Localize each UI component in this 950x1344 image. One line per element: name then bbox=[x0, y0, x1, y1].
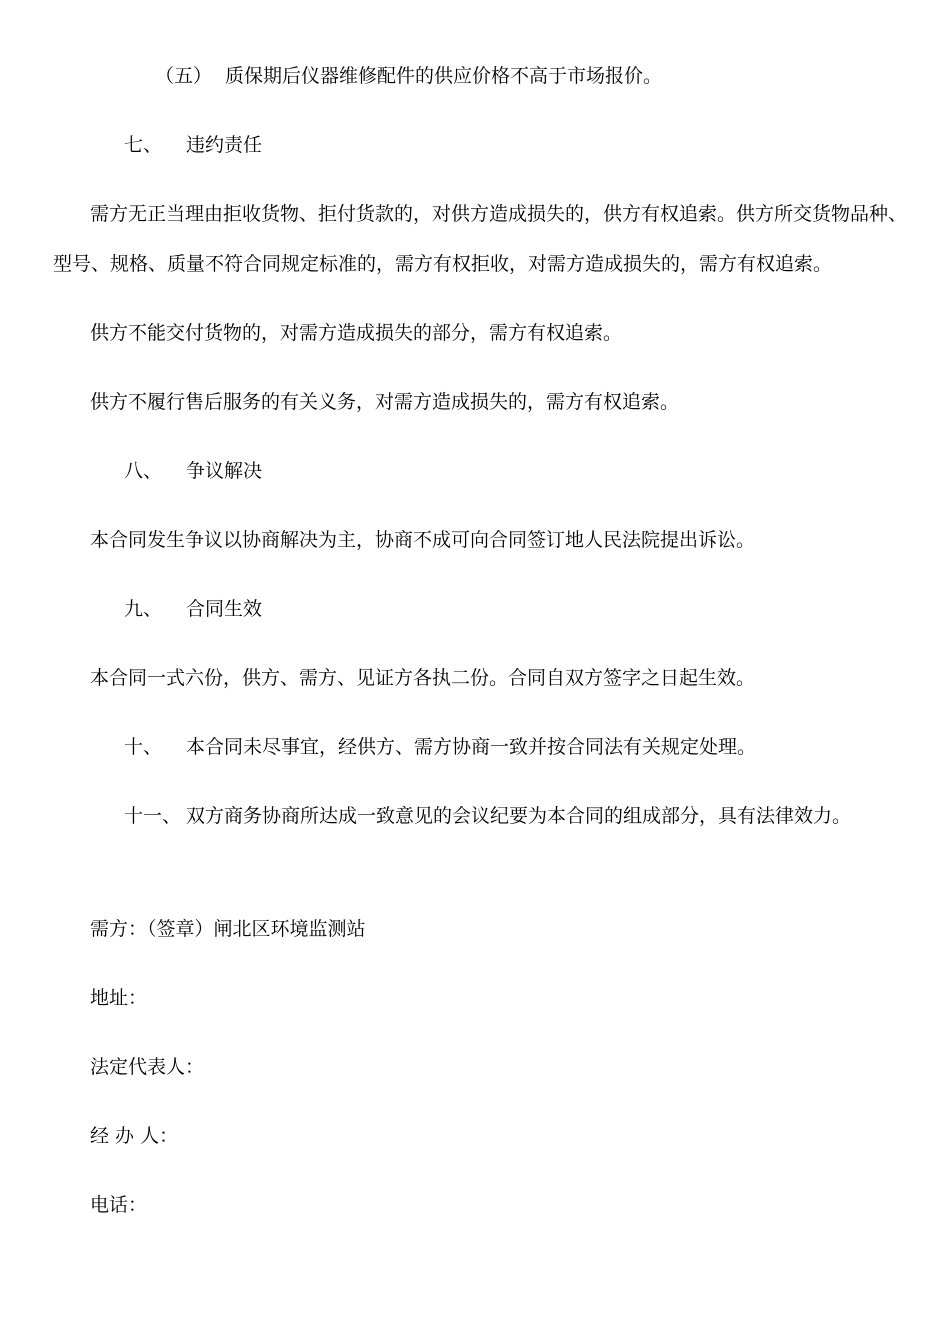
section-10 bbox=[124, 735, 756, 759]
clause-item-5 bbox=[155, 64, 662, 88]
item-text: 质保期后仪器维修配件的供应价格不高于市场报价。 bbox=[225, 65, 663, 87]
item-number: （五） bbox=[155, 65, 213, 87]
handler-label: 经 办 人： bbox=[90, 1125, 179, 1147]
legal-representative-label: 法定代表人： bbox=[90, 1056, 205, 1078]
section-heading-8 bbox=[124, 459, 262, 483]
phone-label: 电话： bbox=[90, 1194, 148, 1216]
section-number: 九、 bbox=[124, 598, 163, 620]
section-title: 违约责任 bbox=[186, 134, 263, 156]
section-heading-7 bbox=[124, 133, 262, 157]
section-number: 八、 bbox=[124, 460, 163, 482]
section-heading-9 bbox=[124, 597, 262, 621]
section-title: 合同生效 bbox=[186, 598, 263, 620]
section-number: 十、 bbox=[124, 736, 163, 758]
section-title: 争议解决 bbox=[186, 460, 263, 482]
buyer-signature-label: 需方：（签章）闸北区环境监测站 bbox=[90, 918, 366, 940]
paragraph: 供方不能交付货物的，对需方造成损失的部分，需方有权追索。 bbox=[90, 322, 623, 344]
section-text: 双方商务协商所达成一致意见的会议纪要为本合同的组成部分，具有法律效力。 bbox=[186, 805, 852, 827]
paragraph-line: 需方无正当理由拒收货物、拒付货款的，对供方造成损失的，供方有权追索。供方所交货物品种、 bbox=[90, 203, 908, 225]
paragraph-line: 型号、规格、质量不符合同规定标准的，需方有权拒收，对需方造成损失的，需方有权追索。 bbox=[53, 253, 833, 275]
paragraph: 供方不履行售后服务的有关义务，对需方造成损失的，需方有权追索。 bbox=[90, 391, 680, 413]
section-number: 十一、 bbox=[124, 805, 182, 827]
section-text: 本合同未尽事宜，经供方、需方协商一致并按合同法有关规定处理。 bbox=[186, 736, 757, 758]
section-11 bbox=[124, 804, 851, 828]
paragraph: 本合同发生争议以协商解决为主，协商不成可向合同签订地人民法院提出诉讼。 bbox=[90, 529, 756, 551]
paragraph: 本合同一式六份，供方、需方、见证方各执二份。合同自双方签字之日起生效。 bbox=[90, 667, 756, 689]
address-label: 地址： bbox=[90, 987, 148, 1009]
section-number: 七、 bbox=[124, 134, 163, 156]
